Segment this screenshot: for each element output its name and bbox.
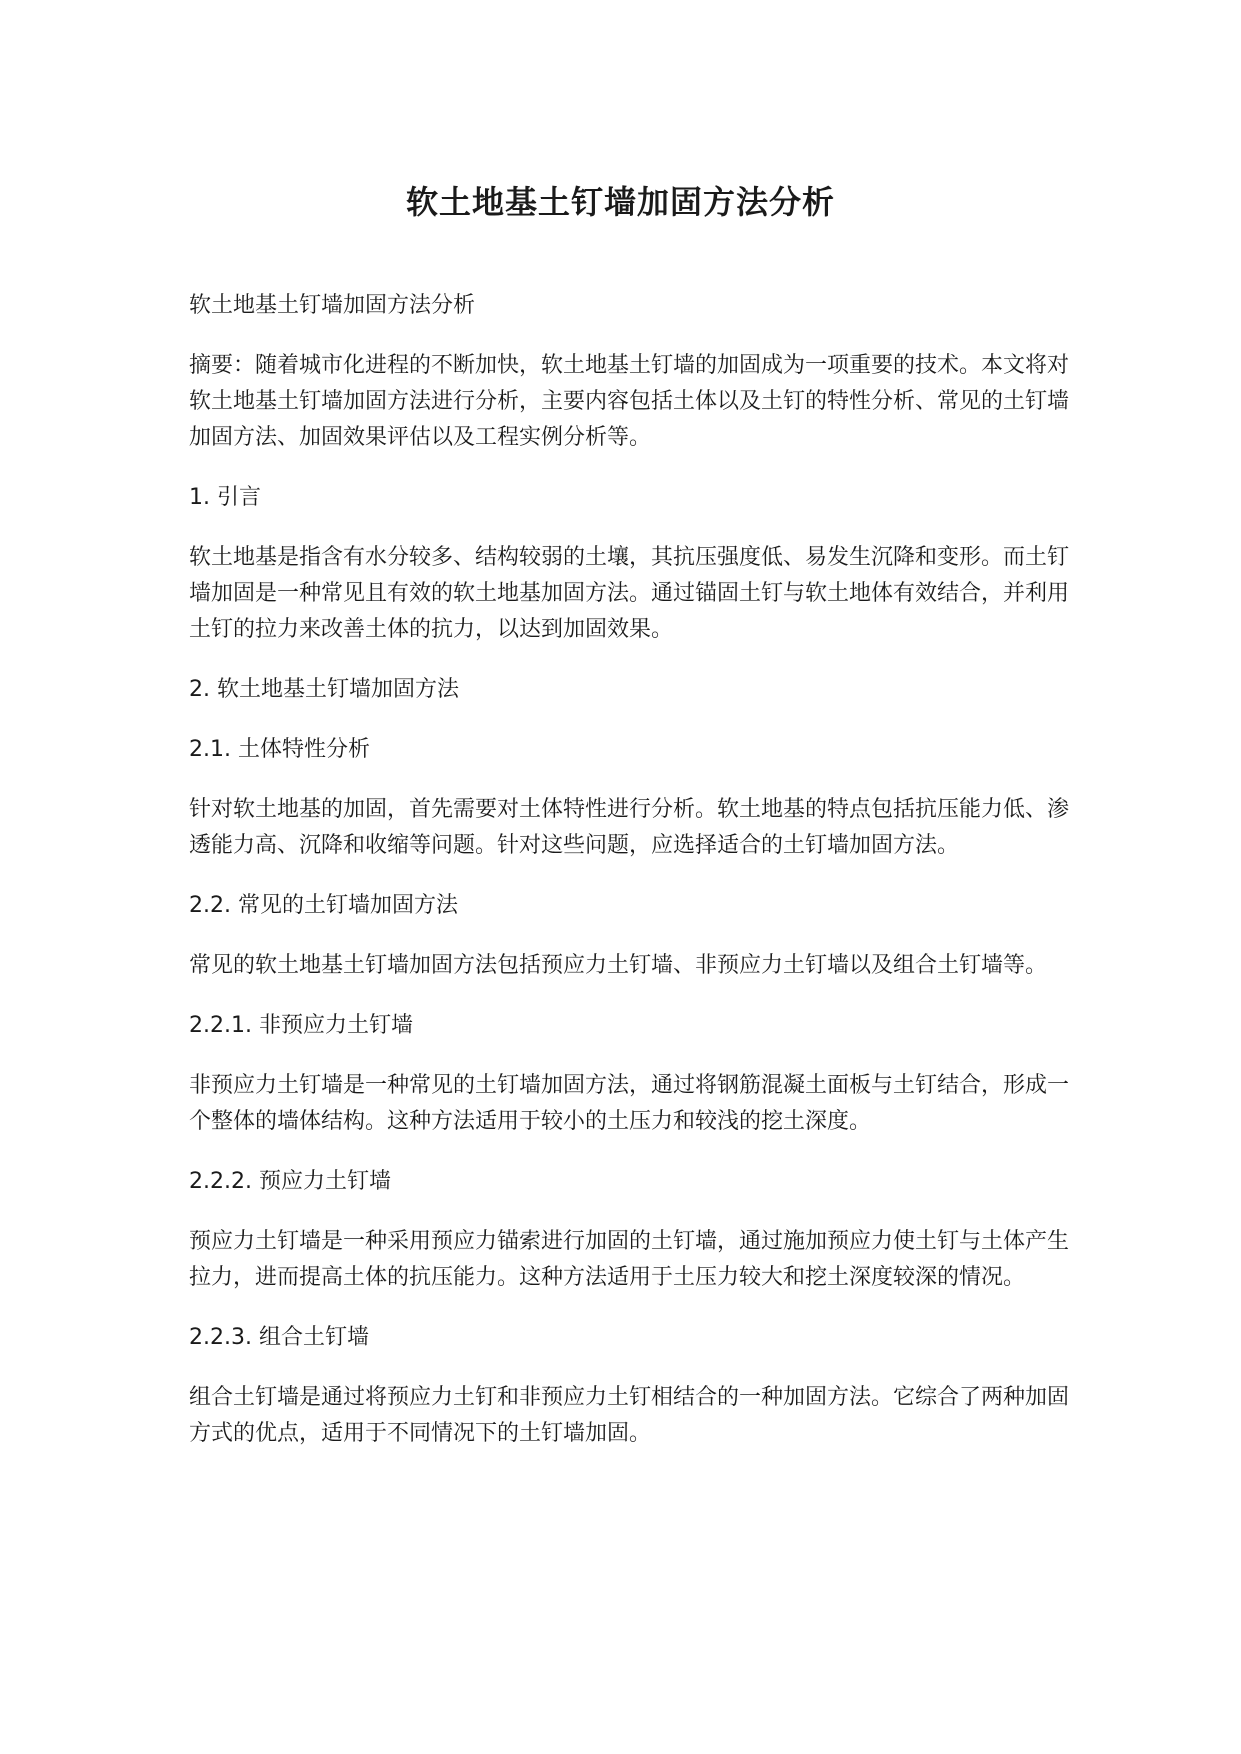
common-methods-paragraph: 常见的软土地基土钉墙加固方法包括预应力土钉墙、非预应力土钉墙以及组合土钉墙等。: [189, 953, 1048, 978]
subsection-heading-common-methods: 2.2. 常见的土钉墙加固方法: [189, 893, 458, 918]
section-heading-introduction: 1. 引言: [189, 485, 261, 510]
non-prestressed-paragraph: 非预应力土钉墙是一种常见的土钉墙加固方法，通过将钢筋混凝土面板与土钉结合，形成一个整体的墙体结构。这种方法适用于较小的土压力和较浅的挖土深度。: [189, 1073, 1070, 1134]
section-heading-methods: 2. 软土地基土钉墙加固方法: [189, 677, 459, 702]
subsection-heading-prestressed: 2.2.2. 预应力土钉墙: [189, 1169, 391, 1194]
subsection-heading-combined: 2.2.3. 组合土钉墙: [189, 1325, 369, 1350]
combined-paragraph: 组合土钉墙是通过将预应力土钉和非预应力土钉相结合的一种加固方法。它综合了两种加固方式的优点，适用于不同情况下的土钉墙加固。: [189, 1385, 1070, 1446]
subtitle-paragraph: 软土地基土钉墙加固方法分析: [189, 293, 476, 318]
prestressed-paragraph: 预应力土钉墙是一种采用预应力锚索进行加固的土钉墙，通过施加预应力使土钉与土体产生拉力，进而提高土体的抗压能力。这种方法适用于土压力较大和挖土深度较深的情况。: [189, 1229, 1070, 1290]
subsection-heading-soil-analysis: 2.1. 土体特性分析: [189, 737, 370, 762]
introduction-paragraph: 软土地基是指含有水分较多、结构较弱的土壤，其抗压强度低、易发生沉降和变形。而土钉墙加固是一种常见且有效的软土地基加固方法。通过锚固土钉与软土地体有效结合，并利用土钉的拉力来改善土体的抗力，以达到加固效果。: [189, 545, 1070, 642]
abstract-paragraph: 摘要：随着城市化进程的不断加快，软土地基土钉墙的加固成为一项重要的技术。本文将对软土地基土钉墙加固方法进行分析，主要内容包括土体以及土钉的特性分析、常见的土钉墙加固方法、加固效果评估以及工程实例分析等。: [189, 353, 1070, 450]
soil-analysis-paragraph: 针对软土地基的加固，首先需要对土体特性进行分析。软土地基的特点包括抗压能力低、渗透能力高、沉降和收缩等问题。针对这些问题，应选择适合的土钉墙加固方法。: [189, 797, 1070, 858]
document-body: [189, 288, 1069, 1476]
subsection-heading-non-prestressed: 2.2.1. 非预应力土钉墙: [189, 1013, 413, 1038]
document-title: 软土地基土钉墙加固方法分析: [405, 183, 835, 221]
